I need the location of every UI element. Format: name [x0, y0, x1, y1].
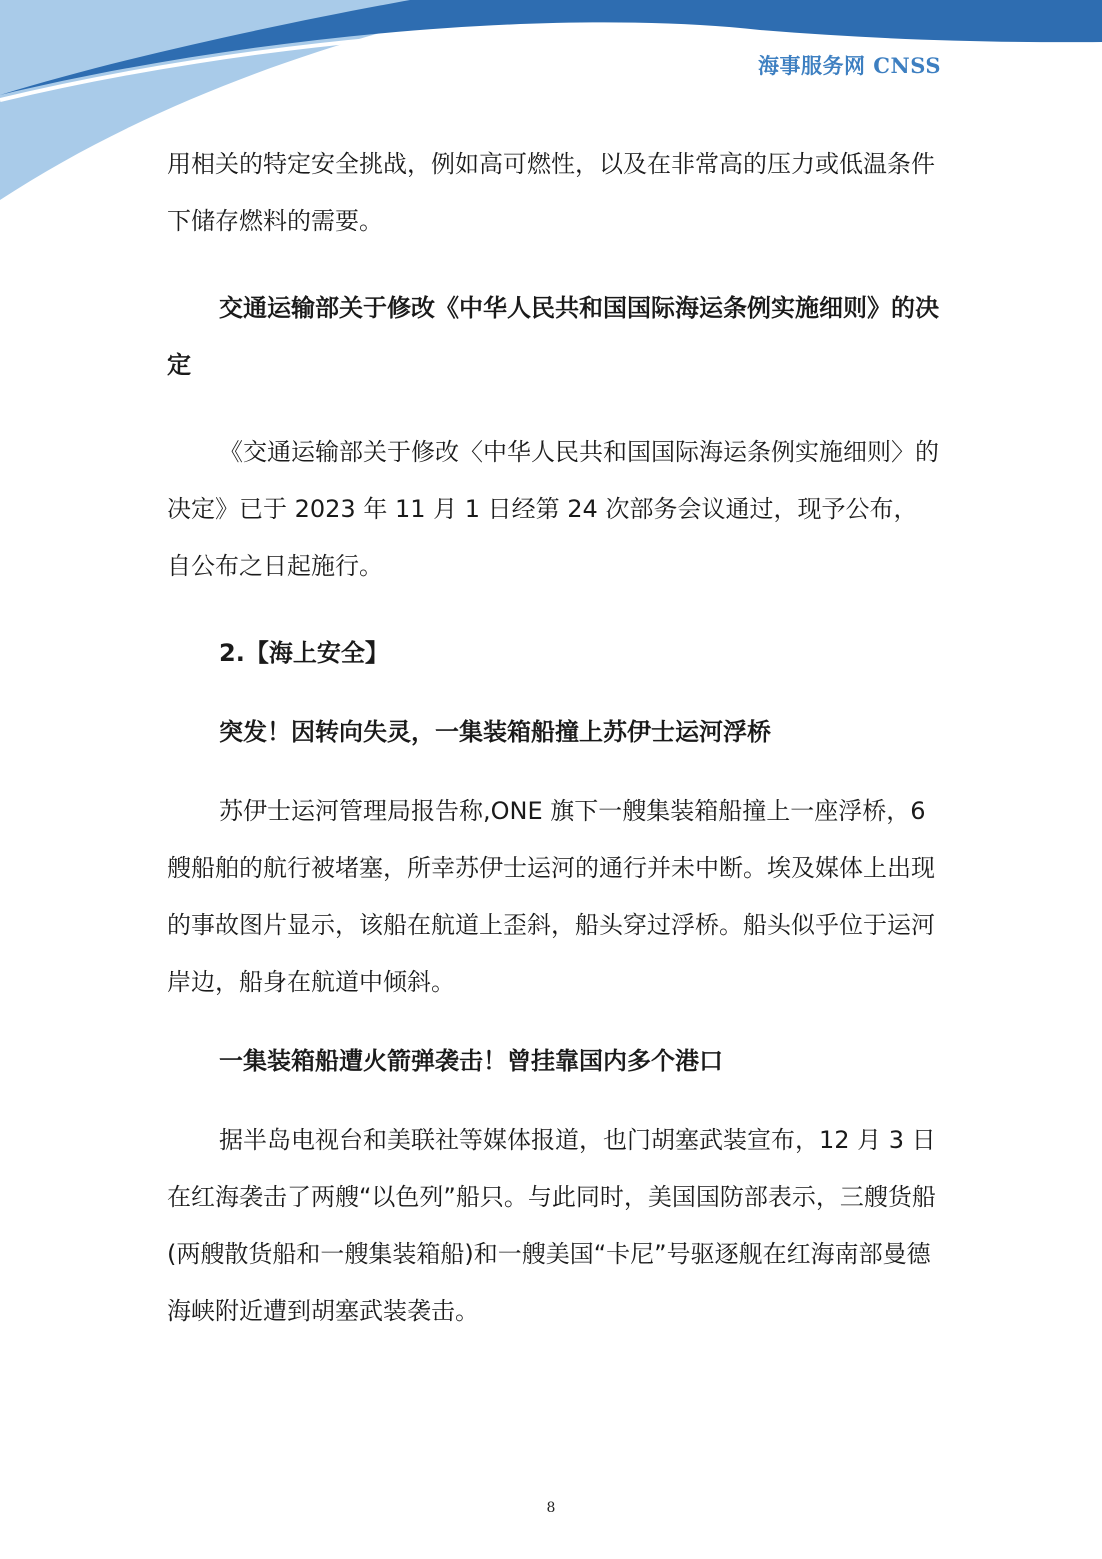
- news2-body: 据半岛电视台和美联社等媒体报道，也门胡塞武装宣布，12 月 3 日在红海袭击了两艘“以色列”船只。与此同时，美国国防部表示，三艘货船(两艘散货船和一艘集装箱船)和一艘美国“卡尼”号驱逐舰在红海南部曼德海峡附近遭到胡塞武装袭击。: [167, 1126, 936, 1325]
- decision-body: 《交通运输部关于修改〈中华人民共和国国际海运条例实施细则〉的决定》已于 2023 年 11 月 1 日经第 24 次部务会议通过，现予公布，自公布之日起施行。: [167, 438, 939, 580]
- document-body: [167, 136, 939, 1340]
- decision-title: 交通运输部关于修改《中华人民共和国国际海运条例实施细则》的决定: [167, 294, 939, 379]
- page-number: 8: [546, 1500, 556, 1516]
- news1-body: 苏伊士运河管理局报告称,ONE 旗下一艘集装箱船撞上一座浮桥，6 艘船舶的航行被堵塞，所幸苏伊士运河的通行并未中断。埃及媒体上出现的事故图片显示，该船在航道上歪斜，船头穿过浮桥。船头似乎位于运河岸边，船身在航道中倾斜。: [167, 797, 935, 996]
- intro-paragraph: 用相关的特定安全挑战，例如高可燃性，以及在非常高的压力或低温条件下储存燃料的需要。: [167, 150, 935, 235]
- news1-title: 突发！因转向失灵，一集装箱船撞上苏伊士运河浮桥: [219, 718, 771, 746]
- section-heading: 2.【海上安全】: [219, 639, 389, 667]
- news2-title: 一集装箱船遭火箭弹袭击！曾挂靠国内多个港口: [219, 1047, 723, 1075]
- brand-label: 海事服务网 CNSS: [758, 53, 942, 78]
